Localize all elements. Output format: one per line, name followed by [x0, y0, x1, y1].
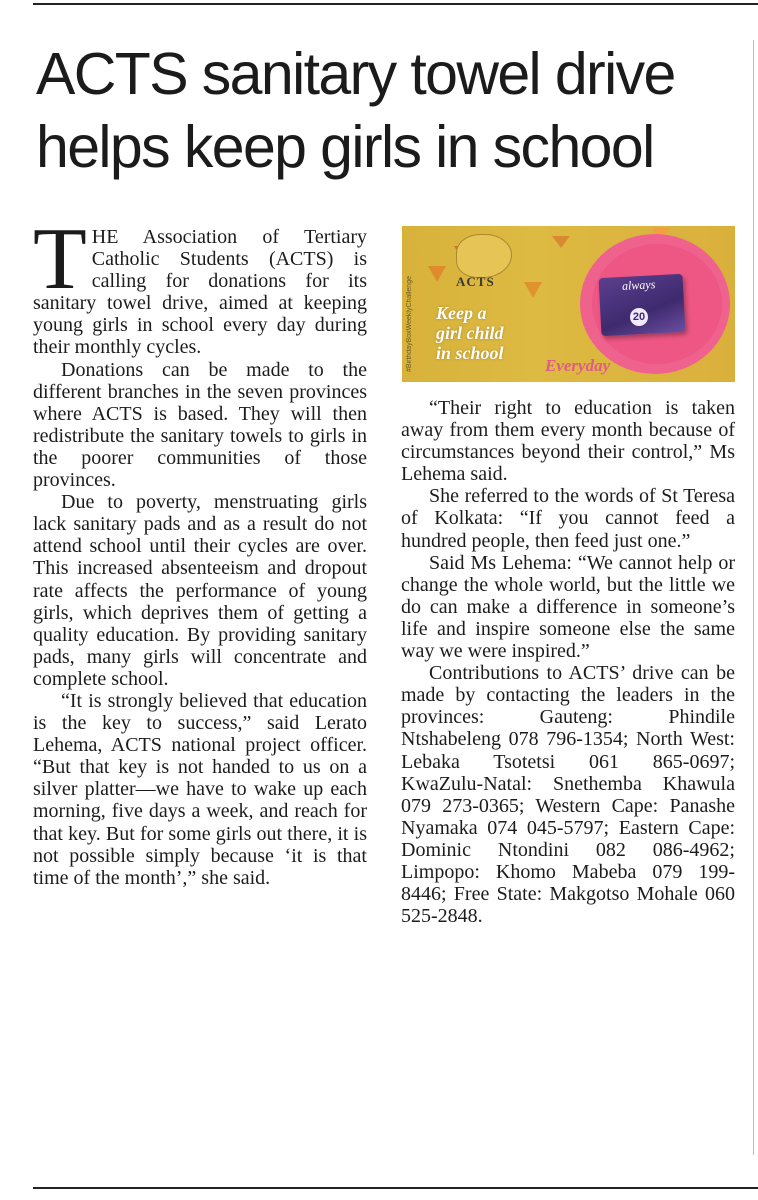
- slogan-line-2: girl child: [436, 323, 504, 343]
- pack-count-badge: 20: [630, 308, 648, 326]
- body-paragraph: Contributions to ACTS’ drive can be made by contacting the leaders in the provinces: Gauteng: Phindile Ntshabeleng 078 796-1354; North West: Lebaka Tsotetsi 061 865-0697; KwaZulu-Natal: Snethemba Khawula 079 273-0365; Western Cape: Panashe Nyamaka 074 045-5797; Eastern Cape: Dominic Ntondini 082 086-4962; Limpopo: Khomo Mabeba 079 199-8446; Free State: Makgotso Mohale 060 525-2848.: [401, 662, 735, 928]
- right-column-rule: [753, 40, 754, 1155]
- body-paragraph: Due to poverty, menstruating girls lack sanitary pads and as a result do not attend school until their cycles are over. This increased absenteeism and dropout rate affects the performance of young girls, which deprives them of getting a quality education. By providing sanitary pads, many girls will concentrate and complete school.: [33, 491, 367, 690]
- article-column-left: [33, 211, 367, 889]
- slogan-script-text: Everyday: [545, 356, 611, 375]
- headline-line-2: helps keep girls in school: [36, 114, 654, 180]
- body-paragraph: She referred to the words of St Teresa of Kolkata: “If you cannot feed a hundred people, then feed just one.”: [401, 485, 735, 552]
- body-paragraph: “It is strongly believed that education is the key to success,” said Lerato Lehema, ACTS national project officer. “But that key is not handed to us on a silver platter—we have to wake up each morning, five days a week, and reach for that key. But for some girls out there, it is not possible simply because ‘it is that time of the month’,” she said.: [33, 689, 367, 889]
- slogan-line-1: Keep a: [436, 303, 487, 323]
- campaign-slogan: [436, 303, 504, 363]
- body-paragraph: Said Ms Lehema: “We cannot help or change the whole world, but the little we do can make a difference in someone’s life and inspire someone else the same way we were inspired.”: [401, 551, 735, 663]
- body-paragraph: “Their right to education is taken away from them every month because of circumstances beyond their control,” Ms Lehema said.: [401, 397, 735, 486]
- body-paragraph: Donations can be made to the different branches in the seven provinces where ACTS is based. They will then redistribute the sanitary towels to girls in the poorer communities of those provinces.: [33, 358, 367, 492]
- africa-map-icon: [456, 234, 512, 278]
- bottom-rule: [33, 1187, 758, 1189]
- article-headline: [36, 38, 751, 184]
- acts-logo-text: ACTS: [456, 274, 495, 289]
- bunting-flag: [524, 282, 542, 298]
- article-column-right: [401, 397, 735, 927]
- pack-brand-label: always: [621, 277, 656, 293]
- bunting-flag: [552, 236, 570, 248]
- drop-cap: T: [33, 211, 87, 308]
- lead-paragraph: [33, 211, 367, 359]
- slogan-line-3: in school: [436, 343, 504, 363]
- headline-line-1: ACTS sanitary towel drive: [36, 41, 675, 107]
- top-rule: [33, 3, 758, 5]
- lead-paragraph-text: HE Association of Tertiary Catholic Students (ACTS) is calling for donations for its sanitary towel drive, aimed at keeping young girls in school every day during their monthly cycles.: [33, 226, 367, 359]
- campaign-photo: [402, 226, 735, 382]
- photo-side-credit: #BirthdayBoxWeeklyChallenge: [406, 276, 413, 372]
- bunting-flag: [428, 266, 446, 282]
